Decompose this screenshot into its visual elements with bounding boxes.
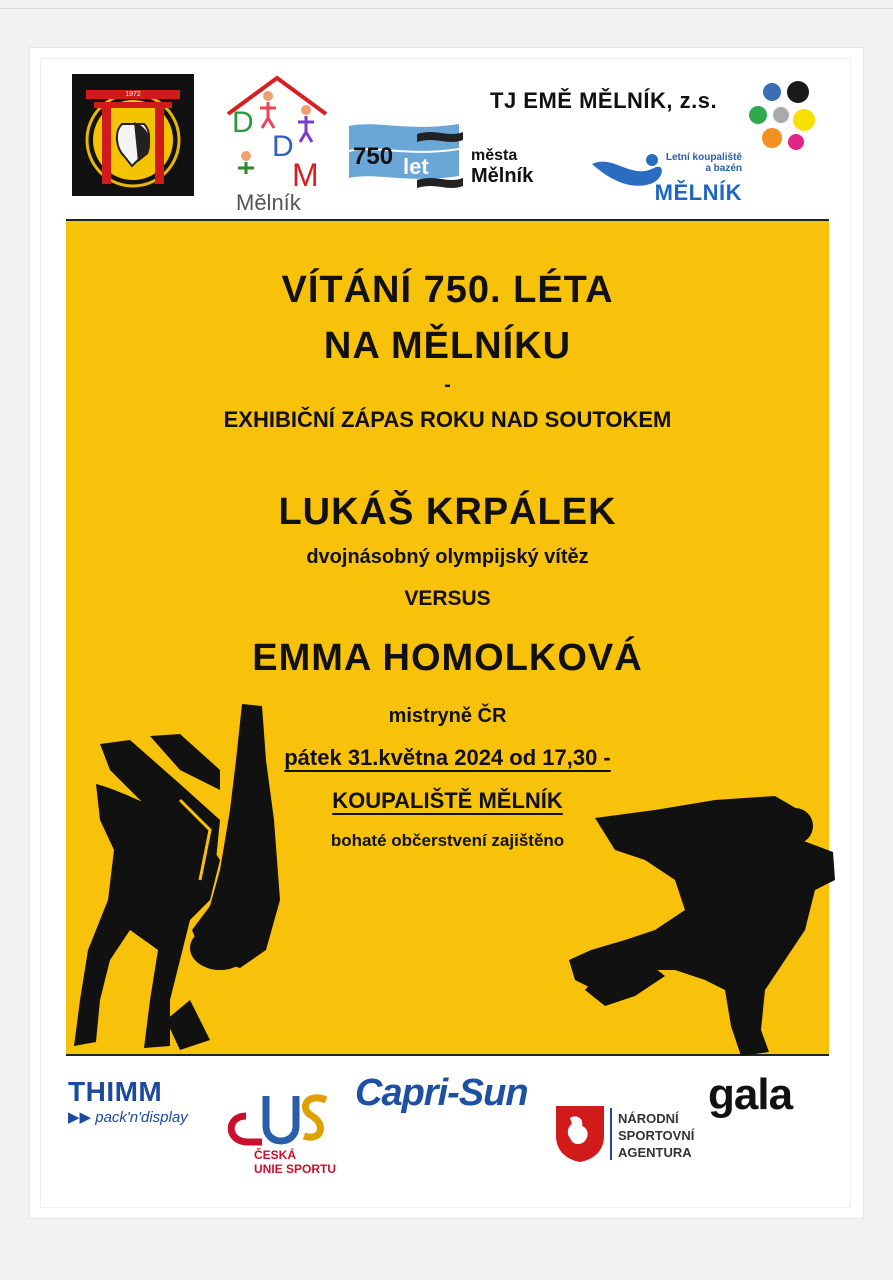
event-venue-text: KOUPALIŠTĚ MĚLNÍK — [332, 788, 563, 813]
thimm-tagline-text: pack'n'display — [95, 1109, 188, 1126]
nsa-text — [618, 1110, 694, 1161]
title-line2: NA MĚLNÍKU — [323, 325, 572, 367]
pool-line2: a bazén — [705, 163, 742, 174]
thimm-wordmark: THIMM — [68, 1076, 163, 1107]
sponsor-caprisun-logo — [355, 1070, 540, 1130]
versus-label: VERSUS — [404, 587, 491, 610]
dojo-emblem-icon — [72, 74, 194, 196]
svg-text:D: D — [272, 130, 294, 163]
nsa-line2: SPORTOVNÍ — [618, 1128, 695, 1143]
fighter2-title: mistryně ČR — [388, 705, 507, 727]
judoka-right-silhouette-icon — [565, 790, 840, 1070]
svg-text:let: let — [403, 154, 429, 179]
cus-text — [254, 1148, 336, 1176]
fighter2-name: EMMA HOMOLKOVÁ — [252, 637, 643, 679]
nsa-line3: AGENTURA — [618, 1145, 692, 1160]
svg-text:1972: 1972 — [125, 91, 141, 98]
svg-text:Mělník: Mělník — [471, 165, 534, 187]
judoka-left-silhouette-icon — [70, 700, 310, 1070]
fighter1-name: LUKÁŠ KRPÁLEK — [278, 491, 617, 533]
svg-text:M: M — [292, 157, 319, 193]
svg-text:D: D — [232, 106, 254, 139]
fighter1-title: dvojnásobný olympijský vítěz — [306, 546, 589, 568]
pool-line1: Letní koupaliště — [665, 152, 742, 163]
pool-subtitle — [666, 152, 742, 174]
ddm-logo — [222, 74, 332, 214]
event-note: bohaté občerstvení zajištěno — [330, 831, 565, 850]
sponsor-gala-logo — [708, 1072, 833, 1122]
cus-line1: ČESKÁ — [254, 1148, 297, 1162]
svg-text:750: 750 — [353, 143, 394, 170]
caprisun-wordmark: Capri-Sun — [355, 1072, 528, 1114]
czech-lion-shield-icon — [552, 1102, 608, 1164]
dojo-logo — [72, 74, 194, 196]
cus-rings-icon — [222, 1086, 342, 1148]
gala-wordmark: gala — [708, 1070, 793, 1119]
nsa-line1: NÁRODNÍ — [618, 1111, 679, 1126]
pool-title: MĚLNÍK — [654, 180, 742, 205]
sponsor-cus-logo — [222, 1086, 342, 1181]
cus-line2: UNIE SPORTU — [254, 1162, 337, 1176]
title-dash: - — [444, 374, 451, 396]
tj-eme-logo — [490, 78, 830, 138]
house-kids-icon — [222, 74, 332, 214]
event-subtitle: EXHIBIČNÍ ZÁPAS ROKU NAD SOUTOKEM — [223, 407, 672, 432]
colored-dots-icon — [746, 80, 816, 152]
svg-text:Mělník: Mělník — [236, 190, 301, 214]
top-divider — [0, 8, 893, 9]
nsa-divider — [610, 1108, 612, 1160]
svg-text:města: města — [471, 147, 518, 164]
sponsor-thimm-logo — [68, 1076, 198, 1126]
title-line1: VÍTÁNÍ 750. LÉTA — [281, 269, 614, 311]
sponsor-nsa-logo — [552, 1100, 712, 1170]
event-date-text: pátek 31.května 2024 od 17,30 - — [284, 745, 611, 770]
club-name: TJ EMĚ MĚLNÍK, z.s. — [490, 88, 718, 113]
thimm-tagline: ▶▶ pack'n'display — [68, 1109, 188, 1126]
pool-logo — [590, 150, 750, 210]
